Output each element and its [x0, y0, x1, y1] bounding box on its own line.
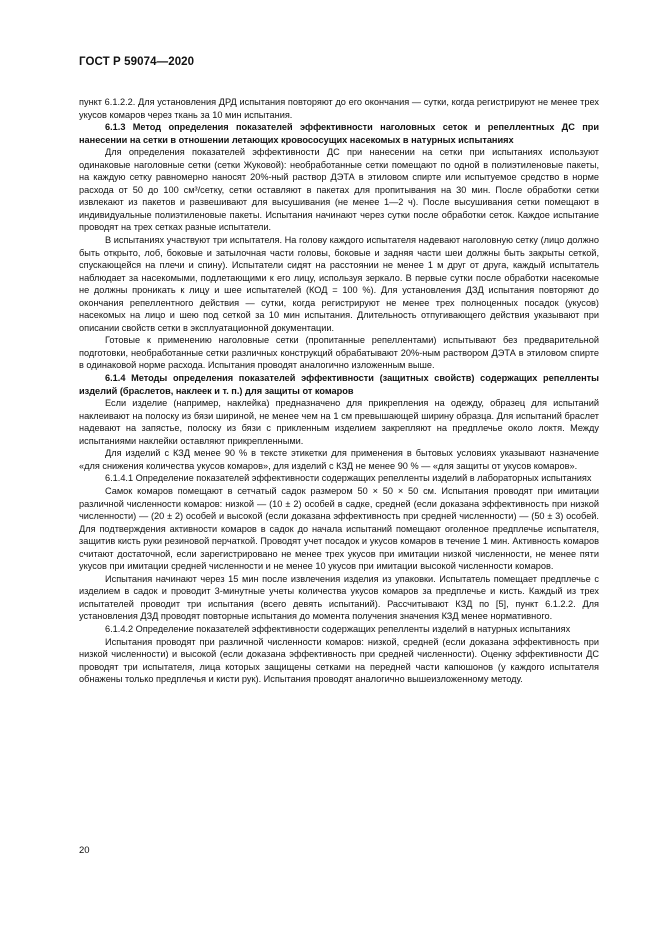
paragraph: 6.1.4.1 Определение показателей эффективности содержащих репелленты изделий в лабораторных испытаниях	[105, 473, 592, 484]
paragraph: Испытания проводят при различной численности комаров: низкой, средней (если доказана эффективность при низкой численности) и высокой (если доказана эффективность при средней численности). Оценку эффективности ДС проводят три испытателя, лица которых защищены сетками на передней части капюшонов (у каждого испытателя обнажены только предплечья и кисти рук). Испытания проводят аналогично вышеизложенному методу.	[79, 636, 599, 685]
paragraph: Испытания начинают через 15 мин после извлечения изделия из упаковки. Испытатель помещает предплечье с изделием в садок и проводит 3-минутные учеты количества укусов комаров за предплечье и кисть. Каждый из трех испытателей проводит три испытания (всего девять испытаний). Рассчитывают КЗД по [5], пункт 6.1.2.2. Для установления ДЗД проводят повторные испытания до момента получения значения КЗД менее нормативного.	[79, 573, 599, 622]
document-body	[79, 96, 599, 686]
paragraph: пункт 6.1.2.2. Для установления ДРД испытания повторяют до его окончания — сутки, когда регистрируют не менее трех укусов комаров через ткань за 10 мин испытания.	[79, 97, 599, 120]
section-heading: 6.1.4 Методы определения показателей эффективности (защитных свойств) содержащих репелленты изделий (браслетов, наклеек и т. п.) для защиты от комаров	[79, 373, 599, 396]
paragraph: Самок комаров помещают в сетчатый садок размером 50 × 50 × 50 см. Испытания проводят при имитации различной численности комаров: низкой — (10 ± 2) особей в садке, средней (если доказана эффективность при низкой численности) — (20 ± 2) особей и высокой (если доказана эффективность при средней численности) — (50 ± 3) особей. Для подтверждения активности комаров в садок до начала испытаний помещают оголенное предплечье испытателя, защитив кисть руки резиновой перчаткой. Проводят учет посадок и укусов комаров в течение 1 мин. Активность комаров считают достаточной, если зарегистрировано не менее трех укусов при имитации низкой численности, не менее пяти укусов при имитации средней численности и не менее 10 укусов при имитации высокой численности комаров.	[79, 485, 599, 572]
paragraph: В испытаниях участвуют три испытателя. На голову каждого испытателя надевают наголовную сетку (лицо должно быть открыто, лоб, боковые и затылочная части головы, боковые и задняя части шеи должны быть закрыты сеткой, спускающейся на плечи и спину). Испытатели сидят на расстоянии не менее 1 м друг от друга, каждый испытатель наблюдает за насекомыми, подлетающими к его лицу, используя зеркало. В первые сутки после обработки насекомые не должны проникать к лицу и шее испытателей (КОД = 100 %). Для установления ДЗД испытания повторяют до окончания репеллентного действия — сутки, когда регистрируют не менее трех полноценных посадок (укусов) насекомых на лицо и шею под сеткой за 10 мин испытания. Длительность отпугивающего действия указывают при описании свойств сетки в эксплуатационной документации.	[79, 235, 599, 333]
paragraph: Для определения показателей эффективности ДС при нанесении на сетки при испытаниях используют одинаковые наголовные сетки (сетки Жуковой): необработанные сетки помещают по одной в полиэтиленовые пакеты, на каждую сетку равномерно наносят 20%-ный раствор ДЭТА в этиловом спирте или испытуемое средство в норме расхода от 50 до 100 см³/сетку, сетки оставляют в пакетах для пропитывания на 30 мин. После обработки сетки извлекают из пакетов и развешивают для высушивания (не менее 1—2 ч). После высушивания сетки помещают в индивидуальные полиэтиленовые пакеты. Испытания начинают через сутки после обработки сеток. Каждое испытание проводят на трех сетках разные испытатели.	[79, 147, 599, 233]
standard-header: ГОСТ Р 59074—2020	[79, 56, 195, 68]
paragraph: Готовые к применению наголовные сетки (пропитанные репеллентами) испытывают без предварительной подготовки, необработанные сетки различных конструкций обрабатывают 20%-ным раствором ДЭТА в этиловом спирте в одинаковой норме расхода. Испытания проводят аналогично изложенным выше.	[79, 335, 599, 371]
paragraph: 6.1.4.2 Определение показателей эффективности содержащих репелленты изделий в натурных испытаниях	[105, 623, 571, 634]
paragraph: Если изделие (например, наклейка) предназначено для прикрепления на одежду, образец для испытаний наклеивают на полоску из бязи шириной, не менее чем на 1 см превышающей ширину образца. Для испытаний браслет надевают на запястье, полоску из бязи с прикленным изделием закрепляют на предплечье около локтя. Между испытаниями наклейки оставляют прикрепленными.	[79, 398, 599, 446]
paragraph: Для изделий с КЗД менее 90 % в тексте этикетки для применения в бытовых условиях указывают назначение «для снижения количества укусов комаров», для изделий с КЗД не менее 90 % — «для защиты от укусов комаров».	[79, 448, 599, 471]
section-heading: 6.1.3 Метод определения показателей эффективности наголовных сеток и репеллентных ДС при нанесении на сетки в отношении летающих кровососущих насекомых в натурных испытаниях	[79, 122, 599, 145]
page-number: 20	[79, 845, 90, 856]
